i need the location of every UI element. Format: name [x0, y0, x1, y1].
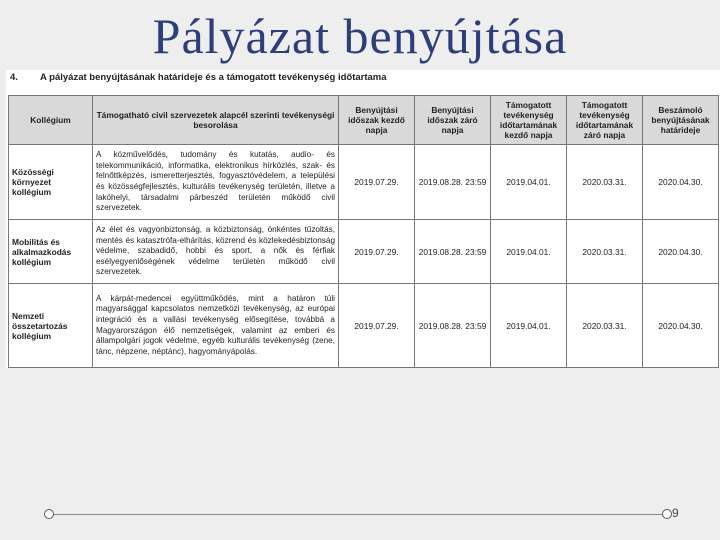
section-heading — [10, 72, 387, 83]
footer-dot-left — [44, 509, 54, 519]
document-image — [6, 70, 720, 368]
column-header: Benyújtási időszak kezdő napja — [339, 96, 415, 145]
report-deadline-cell: 2020.04.30. — [643, 145, 719, 220]
column-header: Támogatott tevékenység időtartamának záró napja — [567, 96, 643, 145]
description-cell: A közművelődés, tudomány és kutatás, audio- és telekommunikáció, informatika, elektronikus hírközlés, szak- és felnőttképzés, ismeretterjesztés, fogyasztóvédelem, a települési és közösségfejlesztés, kulturális tevékenység területén, illetve a lakóhelyi, társadalmi párbeszéd területén működő civil szervezetek. — [93, 145, 339, 220]
activity-start-cell: 2019.04.01. — [491, 220, 567, 284]
description-cell: A kárpát-medencei együttműködés, mint a határon túli magyarsággal kapcsolatos nemzetközi tevékenység, az európai integráció és a vallási tevékenység elősegítése, továbbá a Magyarországon élő nemzetiségek, valamint az emberi és állampolgári jogok védelme, egyéb kulturális tevékenység (zene, tánc, népzene, néptánc), hagyományápolás. — [93, 284, 339, 368]
column-header: Beszámoló benyújtásának határideje — [643, 96, 719, 145]
activity-start-cell: 2019.04.01. — [491, 284, 567, 368]
activity-end-cell: 2020.03.31. — [567, 220, 643, 284]
kollegium-cell: Nemzeti összetartozás kollégium — [9, 284, 93, 368]
activity-start-cell: 2019.04.01. — [491, 145, 567, 220]
kollegium-cell: Közösségi környezet kollégium — [9, 145, 93, 220]
column-header: Benyújtási időszak záró napja — [415, 96, 491, 145]
submission-end-cell: 2019.08.28. 23:59 — [415, 145, 491, 220]
submission-end-cell: 2019.08.28. 23:59 — [415, 220, 491, 284]
table-row — [9, 145, 719, 220]
section-number: 4. — [10, 72, 18, 83]
column-header: Kollégium — [9, 96, 93, 145]
activity-end-cell: 2020.03.31. — [567, 284, 643, 368]
table-row — [9, 220, 719, 284]
submission-end-cell: 2019.08.28. 23:59 — [415, 284, 491, 368]
activity-end-cell: 2020.03.31. — [567, 145, 643, 220]
description-cell: Az élet és vagyonbiztonság, a közbiztonság, önkéntes tűzoltás, mentés és katasztrófa-elhárítás, közrend és közlekedésbiztonság védelme, szabadidő, hobbi és sport, a nők és férfiak esélyegyenlőségének védelme területén működő civil szervezetek. — [93, 220, 339, 284]
report-deadline-cell: 2020.04.30. — [643, 220, 719, 284]
column-header: Támogatható civil szervezetek alapcél szerinti tevékenységi besorolása — [93, 96, 339, 145]
table-row — [9, 284, 719, 368]
section-heading-text: A pályázat benyújtásának határideje és a támogatott tevékenység időtartama — [40, 72, 387, 83]
page-number: 9 — [672, 506, 679, 520]
column-header: Támogatott tevékenység időtartamának kezdő napja — [491, 96, 567, 145]
slide-title: Pályázat benyújtása — [152, 8, 568, 64]
submission-start-cell: 2019.07.29. — [339, 220, 415, 284]
deadlines-table — [8, 95, 719, 368]
kollegium-cell: Mobilitás és alkalmazkodás kollégium — [9, 220, 93, 284]
footer-dot-right — [662, 509, 672, 519]
submission-start-cell: 2019.07.29. — [339, 284, 415, 368]
submission-start-cell: 2019.07.29. — [339, 145, 415, 220]
footer-line-left — [52, 514, 664, 515]
table-header-row — [9, 96, 719, 145]
report-deadline-cell: 2020.04.30. — [643, 284, 719, 368]
